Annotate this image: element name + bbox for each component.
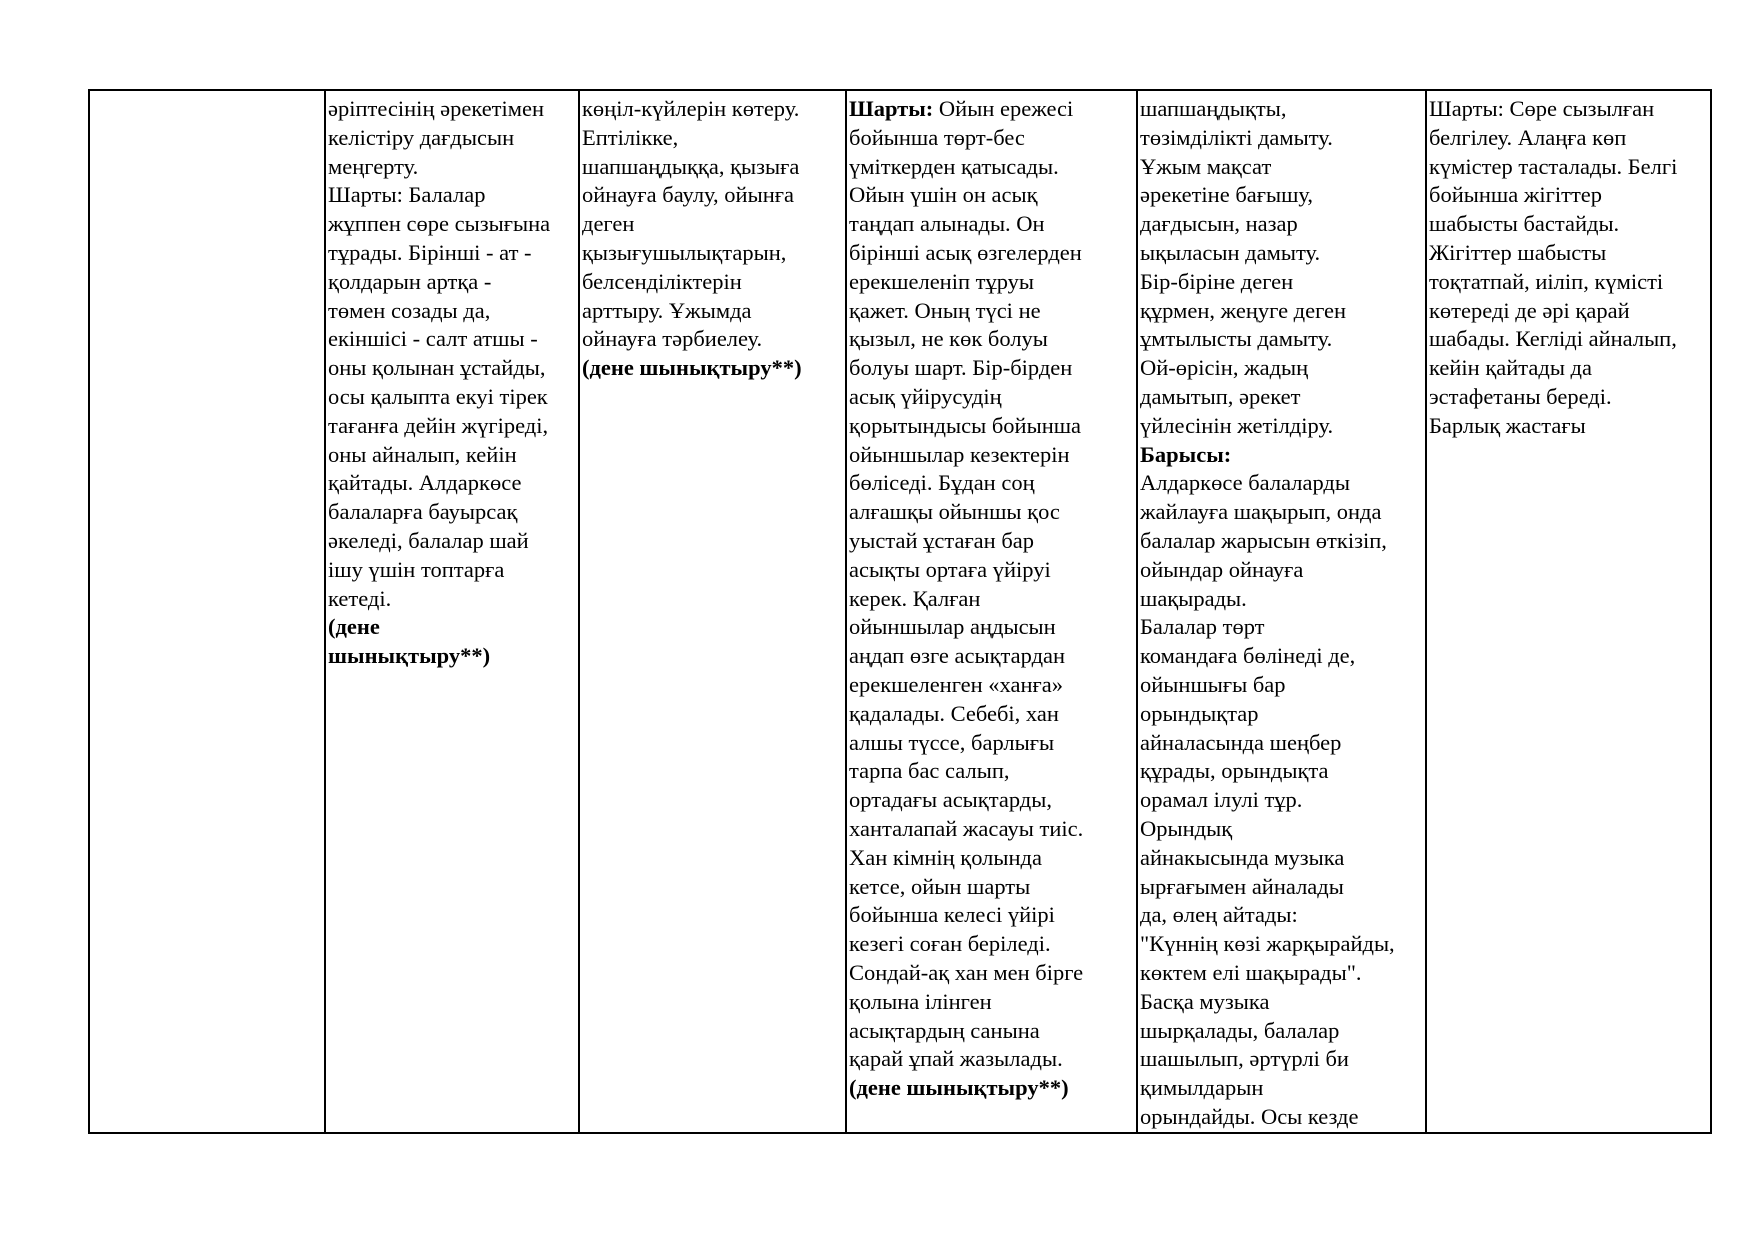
cell-line: ханталапай жасауы тиіс. — [849, 815, 1084, 841]
cell-line: үйлесінін жетілдіру. — [1140, 412, 1334, 438]
cell-line: Ептілікке, — [582, 124, 679, 150]
cell-line: ойыншылар кезектерін — [849, 441, 1070, 467]
cell-line: әріптесінің әрекетімен — [328, 96, 545, 121]
conditions-heading: Шарты: — [849, 96, 934, 121]
cell-line: (дене шынықтыру**) — [582, 355, 802, 381]
cell-line: деген — [582, 211, 635, 237]
cell-line: болуы шарт. Бір-бірден — [849, 355, 1073, 381]
cell-line: шырқалады, балалар — [1140, 1017, 1340, 1043]
cell-line: келістіру дағдысын — [328, 124, 515, 150]
cell-line: ерекшеленген «ханға» — [849, 671, 1064, 697]
cell-line: орындайды. Осы кезде — [1140, 1103, 1359, 1129]
cell-line: шабады. Кегліді айналып, — [1429, 326, 1677, 352]
cell-line: оны айналып, кейін — [328, 441, 517, 467]
cell-line: Хан кімнің қолында — [849, 844, 1042, 870]
cell-line: белгілеу. Алаңға көп — [1429, 124, 1627, 150]
cell-line: бойынша төрт-бес — [849, 124, 1025, 150]
cell-line: көктем елі шақырады". — [1140, 959, 1362, 985]
cell-line: ойнауға баулу, ойынға — [582, 182, 794, 208]
cell-line: асық үйірусудің — [849, 383, 1002, 409]
cell-line: қызыл, не көк болуы — [849, 326, 1048, 352]
cell-line: қадалады. Себебі, хан — [849, 700, 1059, 726]
schedule-table — [88, 89, 1712, 1134]
cell-line: жұппен сөре сызығына — [328, 211, 551, 237]
cell-line: ішу үшін топтарға — [328, 556, 505, 582]
cell-line: қолдарын артқа - — [328, 268, 492, 294]
cell-line: Барлық жастағы — [1429, 412, 1586, 438]
table-row — [89, 90, 1711, 1133]
cell-line: ерекшеленіп тұруы — [849, 268, 1035, 294]
cell-line: Бір-біріне деген — [1140, 268, 1294, 294]
cell-line: құрады, орындықта — [1140, 758, 1329, 784]
cell-line: (дене шынықтыру**) — [849, 1075, 1069, 1101]
cell-line: белсенділіктерін — [582, 268, 742, 294]
cell-line: дамытып, әрекет — [1140, 383, 1301, 409]
cell-line: әрекетіне бағышу, — [1140, 182, 1314, 208]
cell-line: аңдап өзге асықтардан — [849, 643, 1066, 669]
table-cell-col1 — [89, 90, 325, 1133]
cell-line: шапшаңдықты, — [1140, 96, 1287, 121]
cell-line: шынықтыру**) — [328, 643, 491, 669]
cell-line: шапшаңдыққа, қызыға — [582, 153, 800, 179]
cell-line: ойыншығы бар — [1140, 671, 1286, 697]
cell-line: кезегі соған беріледі. — [849, 931, 1051, 957]
cell-line: асықты ортаға үйіруі — [849, 556, 1051, 582]
cell-line: бірінші асық өзгелерден — [849, 239, 1082, 265]
cell-line: күмістер тасталады. Белгі — [1429, 153, 1678, 179]
cell-line: қайтады. Алдаркөсе — [328, 470, 522, 496]
cell-line — [849, 95, 1134, 124]
cell-line: балаларға бауырсақ — [328, 499, 518, 525]
cell-line: осы қалыпта екуі тірек — [328, 383, 548, 409]
cell-line: қимылдарын — [1140, 1075, 1264, 1101]
cell-line: тоқтатпай, иіліп, күмісті — [1429, 268, 1664, 294]
cell-line: шабысты бастайды. — [1429, 211, 1620, 237]
cell-line: Алдаркөсе балаларды — [1140, 470, 1350, 496]
cell-line: Орындық — [1140, 815, 1233, 841]
cell-line: әкеледі, балалар шай — [328, 527, 529, 553]
table-cell-col4 — [846, 90, 1137, 1133]
cell-line: қажет. Оның түсі не — [849, 297, 1041, 323]
cell-line: командаға бөлінеді де, — [1140, 643, 1356, 669]
cell-line: ойнауға тәрбиелеу. — [582, 326, 763, 352]
cell-line: бөліседі. Бұдан соң — [849, 470, 1035, 496]
cell-line: кейін қайтады да — [1429, 355, 1592, 381]
cell-line: тұрады. Бірінші - ат - — [328, 239, 532, 265]
table-cell-col5 — [1137, 90, 1426, 1133]
cell-line: таңдап алынады. Он — [849, 211, 1045, 237]
cell-line: меңгерту. — [328, 153, 419, 179]
cell-line: Ой-өрісін, жадың — [1140, 355, 1309, 381]
cell-line: оны қолынан ұстайды, — [328, 355, 546, 381]
cell-line: төзімділікті дамыту. — [1140, 124, 1333, 150]
cell-line: айналасында шеңбер — [1140, 729, 1342, 755]
cell-line: ықыласын дамыту. — [1140, 239, 1321, 265]
cell-line: қолына ілінген — [849, 988, 992, 1014]
cell-line: ырғағымен айналады — [1140, 873, 1344, 899]
cell-line: ортадағы асықтарды, — [849, 787, 1052, 813]
cell-line: үміткерден қатысады. — [849, 153, 1059, 179]
cell-line: айнакысында музыка — [1140, 844, 1345, 870]
cell-line: Басқа музыка — [1140, 988, 1270, 1014]
cell-line: жайлауға шақырып, онда — [1140, 499, 1382, 525]
table-cell-col6 — [1426, 90, 1711, 1133]
cell-line: орамал ілулі тұр. — [1140, 787, 1303, 813]
cell-line: ұмтылысты дамыту. — [1140, 326, 1333, 352]
cell-line: Сондай-ақ хан мен бірге — [849, 959, 1084, 985]
table-cell-col2 — [325, 90, 579, 1133]
cell-line: кетсе, ойын шарты — [849, 873, 1031, 899]
cell-line: шақырады. — [1140, 585, 1247, 611]
cell-line: да, өлең айтады: — [1140, 902, 1298, 928]
cell-line: көңіл-күйлерін көтеру. — [582, 96, 800, 121]
cell-line: орындықтар — [1140, 700, 1259, 726]
cell-line: екіншісі - салт атшы - — [328, 326, 538, 352]
cell-line: бойынша жігіттер — [1429, 182, 1603, 208]
cell-line: көтереді де әрі қарай — [1429, 297, 1630, 323]
cell-line: ойындар ойнауға — [1140, 556, 1304, 582]
cell-line: төмен созады да, — [328, 297, 491, 323]
cell-line: "Күннің көзі жарқырайды, — [1140, 931, 1395, 957]
cell-line: Балалар төрт — [1140, 614, 1265, 640]
cell-line: балалар жарысын өткізіп, — [1140, 527, 1387, 553]
conditions-heading-rest: Ойын ережесі — [933, 96, 1074, 121]
cell-line: қарай ұпай жазылады. — [849, 1046, 1063, 1072]
cell-line: Ойын үшін он асық — [849, 182, 1038, 208]
cell-line: керек. Қалған — [849, 585, 981, 611]
cell-line: қызығушылықтарын, — [582, 239, 787, 265]
cell-line: Шарты: Сөре сызылған — [1429, 96, 1655, 121]
cell-line: алғашқы ойыншы қос — [849, 499, 1060, 525]
cell-line: алшы түссе, барлығы — [849, 729, 1055, 755]
cell-line: Шарты: Балалар — [328, 182, 486, 208]
cell-line: эстафетаны береді. — [1429, 383, 1612, 409]
cell-line: бойынша келесі үйірі — [849, 902, 1055, 928]
cell-line: уыстай ұстаған бар — [849, 527, 1035, 553]
cell-line: дағдысын, назар — [1140, 211, 1298, 237]
table-cell-col3 — [579, 90, 846, 1133]
cell-line: Ұжым мақсат — [1140, 153, 1272, 179]
cell-line: кетеді. — [328, 585, 392, 611]
cell-line: құрмен, жеңуге деген — [1140, 297, 1347, 323]
cell-line: қорытындысы бойынша — [849, 412, 1082, 438]
cell-line: Жігіттер шабысты — [1429, 239, 1607, 265]
cell-line: ойыншылар аңдысын — [849, 614, 1056, 640]
cell-line: тарпа бас салып, — [849, 758, 1010, 784]
cell-line: Барысы: — [1140, 441, 1232, 467]
cell-line: шашылып, әртүрлі би — [1140, 1046, 1349, 1072]
cell-line: арттыру. Ұжымда — [582, 297, 752, 323]
cell-line: (дене — [328, 614, 380, 640]
cell-line: тағанға дейін жүгіреді, — [328, 412, 549, 438]
cell-line: асықтардың санына — [849, 1017, 1040, 1043]
